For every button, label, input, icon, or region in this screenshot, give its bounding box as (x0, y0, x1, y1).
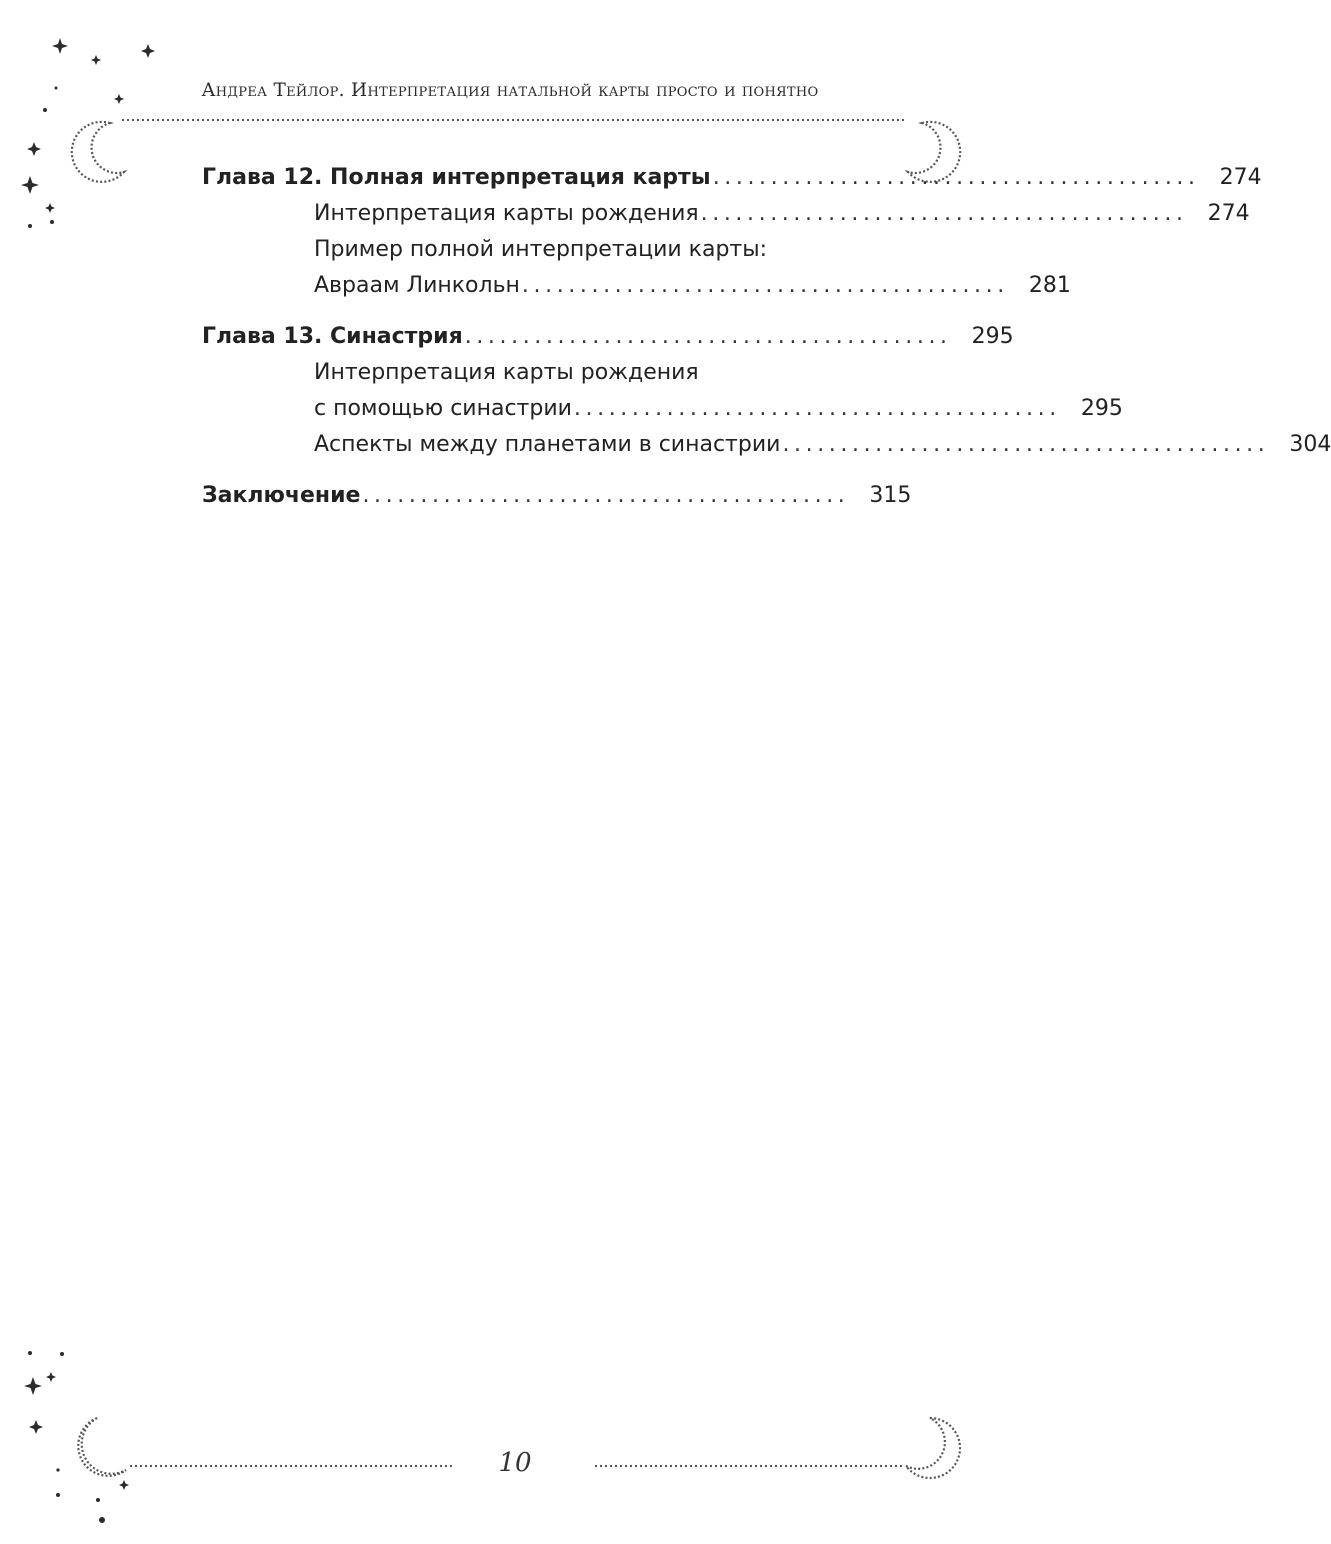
dot-leader: .......................................... (700, 201, 1188, 226)
star-dot (28, 224, 32, 228)
toc-entry-example-interpretation-line2[interactable] (314, 268, 1071, 304)
crescent-moon-icon (906, 1418, 960, 1478)
dot-leader: .......................................... (573, 396, 1061, 421)
toc-entry-title: Глава 12. Полная интерпретация карты (202, 165, 711, 190)
star-icon (27, 142, 41, 156)
toc-entry-synastry-interpretation-line2[interactable] (314, 391, 1123, 427)
star-dot (43, 108, 47, 112)
toc-entry-title: с помощью синастрии (314, 396, 572, 421)
toc-entry-title: Пример полной интерпретации карты: (314, 237, 768, 262)
toc-entry-synastry-aspects[interactable] (314, 427, 1331, 463)
toc-entry-conclusion[interactable] (202, 478, 912, 514)
star-icon (141, 44, 155, 58)
toc-page-number: 281 (1028, 273, 1071, 298)
dot-leader: .......................................... (782, 432, 1270, 457)
star-dot (50, 220, 54, 224)
crescent-moon-icon (78, 1418, 126, 1476)
toc-entry-chapter-12[interactable] (202, 160, 1262, 196)
toc-entry-title: Интерпретация карты рождения (314, 201, 699, 226)
dot-leader: .......................................... (362, 483, 850, 508)
toc-entry-title: Глава 13. Синастрия (202, 324, 463, 349)
star-dot (99, 1517, 105, 1523)
star-dot (60, 1352, 64, 1356)
toc-page-number: 274 (1219, 165, 1262, 190)
toc-entry-birth-chart-interpretation[interactable] (314, 196, 1250, 232)
toc-entry-chapter-13[interactable] (202, 319, 1014, 355)
toc-entry-example-interpretation-line1[interactable] (314, 232, 900, 268)
toc-page-number: 274 (1207, 201, 1250, 226)
star-dot (55, 87, 58, 90)
dot-leader: .......................................... (521, 273, 1009, 298)
dot-leader: .......................................... (712, 165, 1200, 190)
star-icon (46, 1372, 56, 1382)
star-icon (29, 1420, 43, 1434)
star-icon (21, 176, 39, 194)
page-number: 10 (498, 1448, 532, 1478)
toc-entry-title: Заключение (202, 483, 361, 508)
toc-entry-synastry-interpretation-line1[interactable] (314, 355, 900, 391)
toc-entry-title: Интерпретация карты рождения (314, 360, 699, 385)
toc-page-number: 315 (869, 483, 912, 508)
star-icon (45, 203, 55, 213)
star-icon (91, 55, 101, 65)
crescent-moon-icon (72, 122, 124, 182)
toc-page-number: 295 (1080, 396, 1123, 421)
running-header: Андреа Тейлор. Интерпретация натальной карты просто и понятно (201, 80, 819, 101)
star-dot (56, 1493, 60, 1497)
star-dot (28, 1351, 32, 1355)
star-dot (96, 1498, 100, 1502)
star-icon (119, 1480, 129, 1490)
toc-entry-title: Аспекты между планетами в синастрии (314, 432, 781, 457)
star-icon (24, 1377, 42, 1395)
star-icon (52, 38, 68, 54)
dot-leader: .......................................... (464, 324, 952, 349)
toc-entry-title: Авраам Линкольн (314, 273, 520, 298)
table-of-contents (202, 160, 1331, 514)
toc-page-number: 295 (971, 324, 1014, 349)
toc-page-number: 304 (1289, 432, 1331, 457)
star-dot (56, 1468, 59, 1471)
star-icon (114, 94, 124, 104)
